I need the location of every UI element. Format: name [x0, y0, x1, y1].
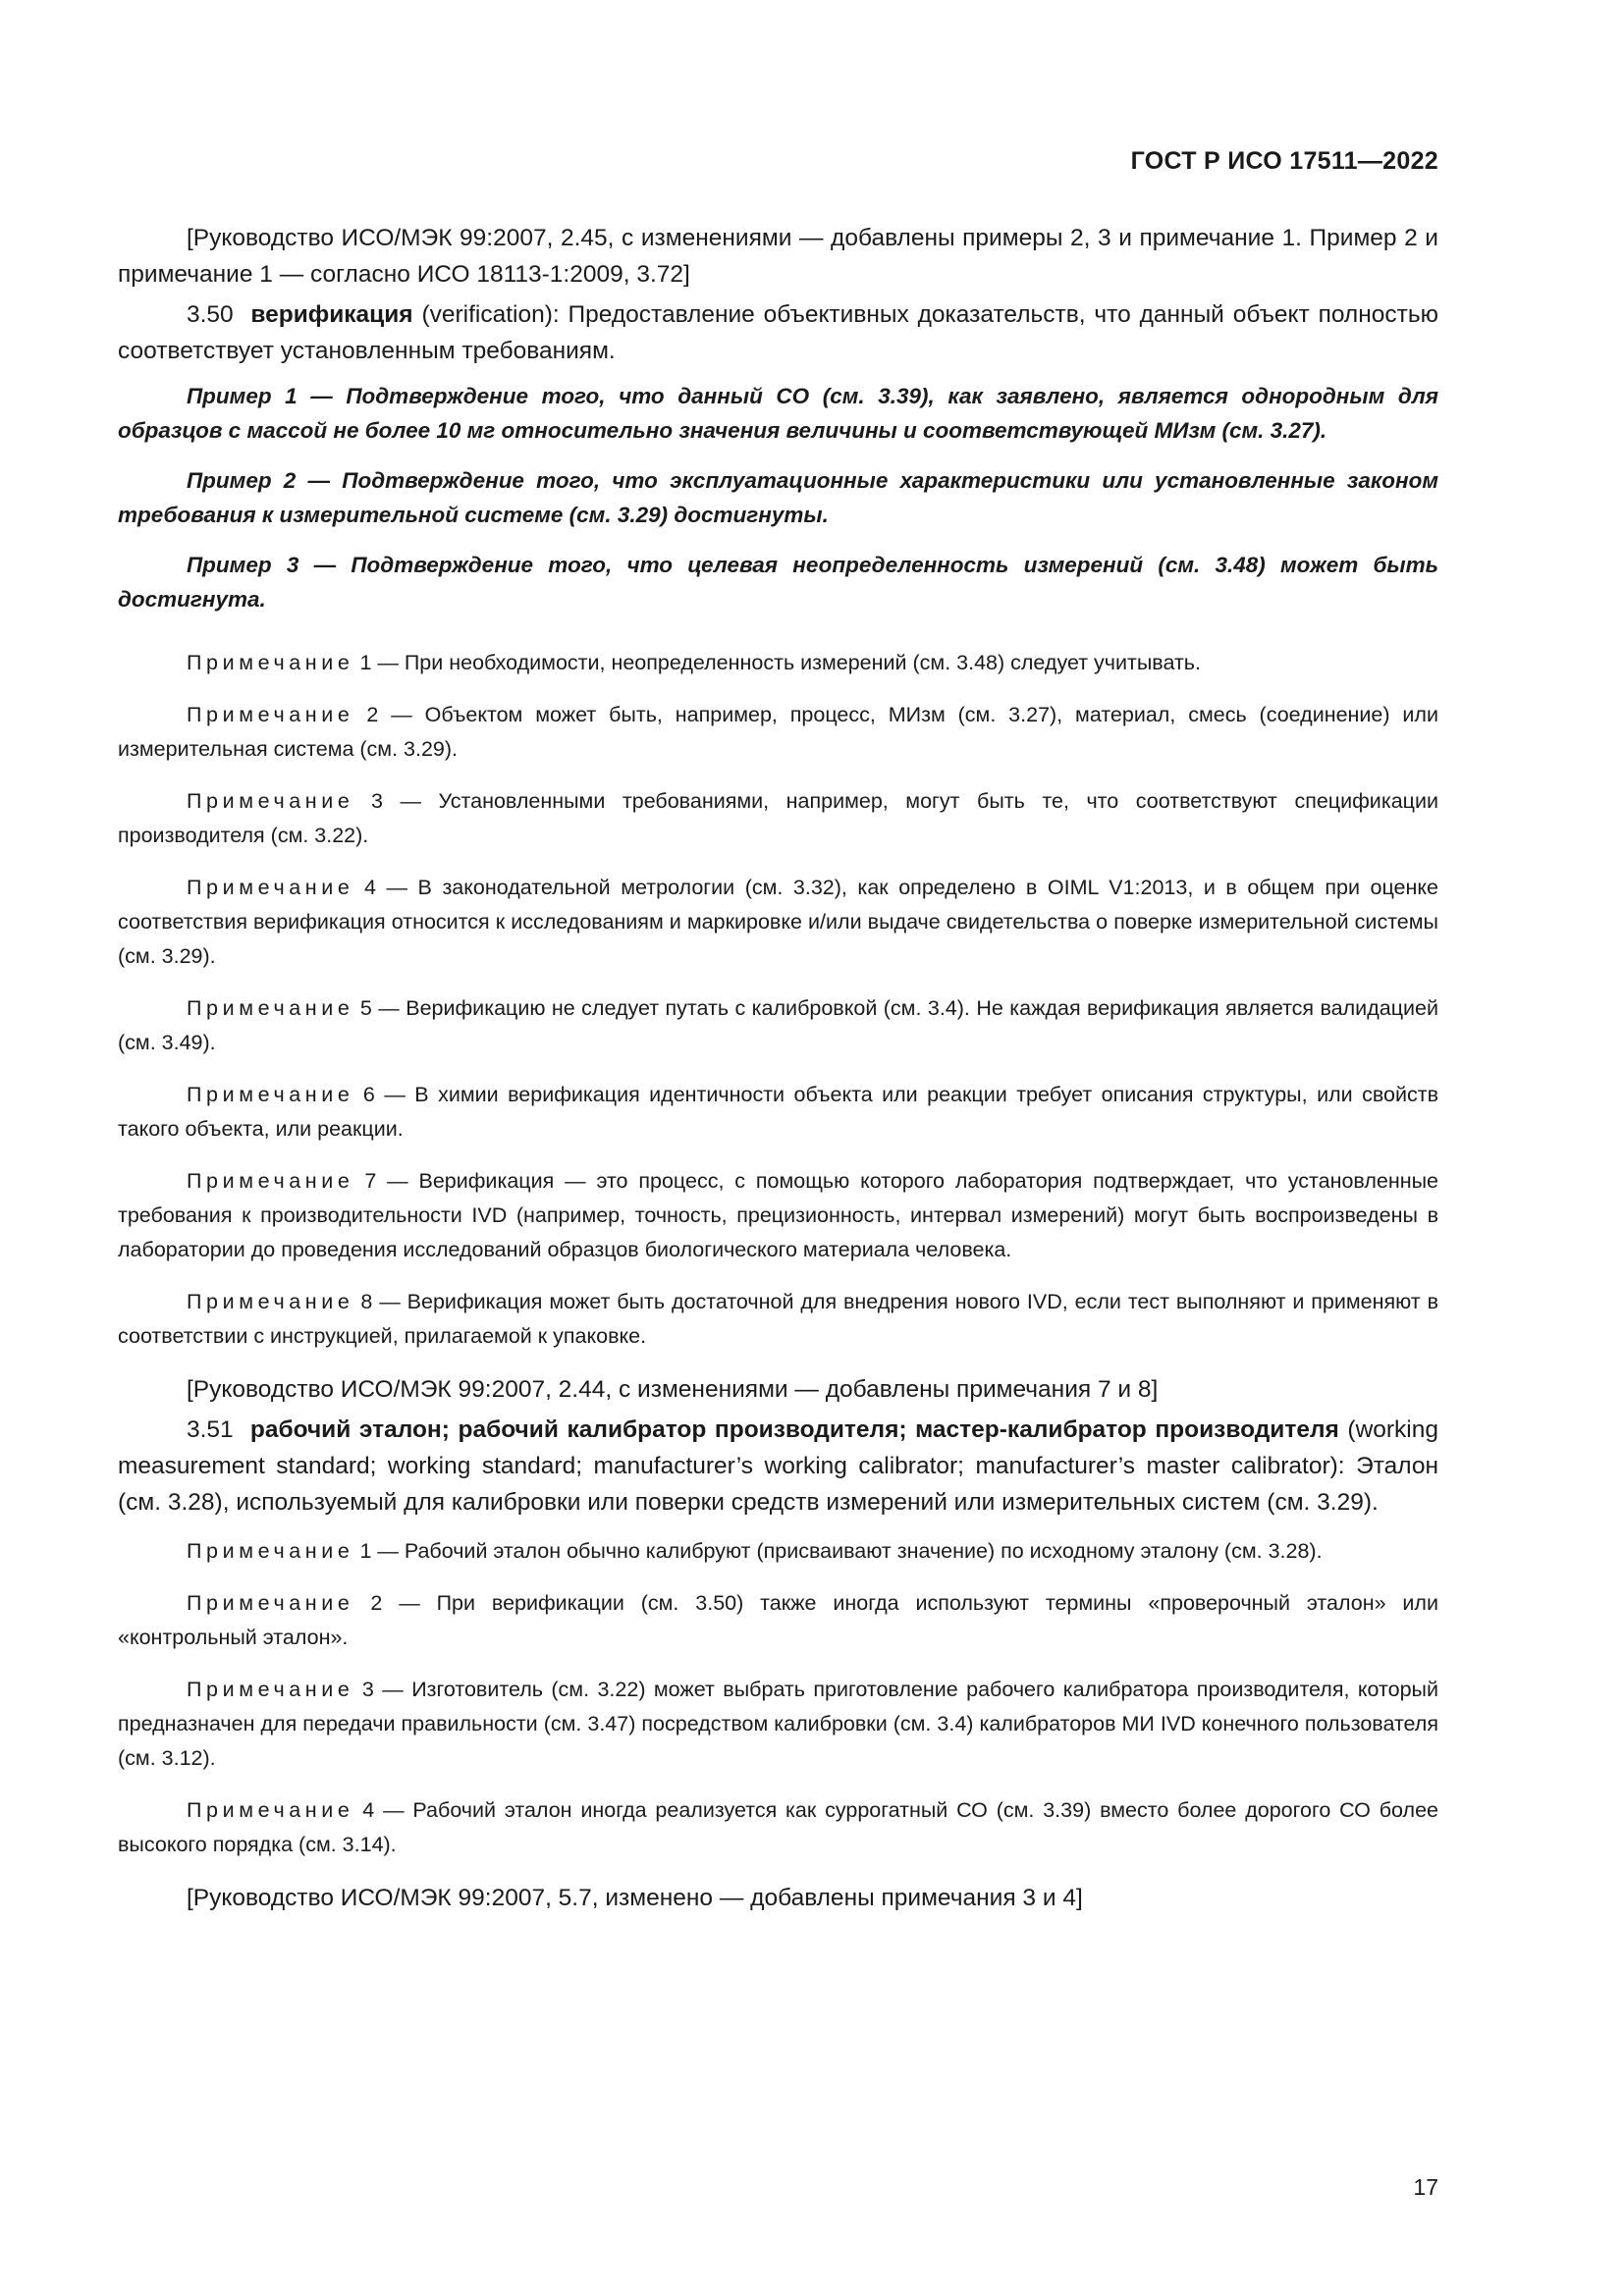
note-number: 1 — [359, 1539, 372, 1563]
note-label: Примечание — [187, 1591, 354, 1615]
note-label: Примечание — [187, 789, 354, 813]
note-label: Примечание — [187, 703, 354, 726]
reference-paragraph: [Руководство ИСО/МЭК 99:2007, 2.44, с изменениями — добавлены примечания 7 и 8] — [187, 1376, 1159, 1403]
definition-text: (working measurement standard; working standard; manufacturer’s working calibrator; manufacturer’s master calibrator): Эталон (см. 3.28), используемый для калибровки или поверки средств измерений или измерительных систем (см. 3.29). — [118, 1416, 1438, 1516]
reference-paragraph: [Руководство ИСО/МЭК 99:2007, 5.7, изменено — добавлены примечания 3 и 4] — [187, 1885, 1083, 1911]
note-number: 7 — [364, 1169, 377, 1193]
term-name: верификация — [250, 301, 413, 328]
note-number: 3 — [371, 789, 383, 813]
note-3-50-5 — [118, 991, 1438, 1060]
note-text: — Рабочий эталон обычно калибруют (присваивают значение) по исходному эталону (см. 3.28). — [371, 1539, 1323, 1563]
example-3: Пример 3 — Подтверждение того, что целевая неопределенность измерений (см. 3.48) может быть достигнута. — [118, 553, 1438, 612]
note-number: 1 — [359, 651, 372, 674]
reference-paragraph: [Руководство ИСО/МЭК 99:2007, 2.45, с изменениями — добавлены примеры 2, 3 и примечание 1. Пример 2 и примечание 1 — согласно ИСО 18113-1:2009, 3.72] — [118, 225, 1438, 288]
note-3-51-2 — [118, 1586, 1438, 1655]
definition-3-50 — [118, 296, 1438, 369]
note-number: 2 — [366, 703, 379, 726]
note-3-51-1 — [118, 1534, 1438, 1569]
note-text: — Верификацию не следует путать с калибровкой (см. 3.4). Не каждая верификация является валидацией (см. 3.49). — [118, 996, 1438, 1054]
term-name: рабочий эталон; рабочий калибратор производителя; мастер-калибратор производителя — [249, 1416, 1339, 1443]
note-text: — Рабочий эталон иногда реализуется как суррогатный СО (см. 3.39) вместо более дорогого СО более высокого порядка (см. 3.14). — [118, 1798, 1438, 1856]
note-number: 5 — [359, 996, 372, 1020]
note-3-50-4 — [118, 871, 1438, 974]
note-3-50-3 — [118, 784, 1438, 853]
note-label: Примечание — [187, 1290, 354, 1313]
document-header: ГОСТ Р ИСО 17511—2022 — [1130, 147, 1438, 175]
note-3-50-6 — [118, 1078, 1438, 1147]
note-3-50-1 — [118, 646, 1438, 680]
definition-text: (verification): Предоставление объективных доказательств, что данный объект полностью соответствует установленным требованиям. — [118, 301, 1438, 364]
note-text: — Изготовитель (см. 3.22) может выбрать приготовление рабочего калибратора производителя, который предназначен для передачи правильности (см. 3.47) посредством калибровки (см. 3.4) калибраторов МИ IVD конечного пользователя (см. 3.12). — [118, 1678, 1438, 1770]
note-label: Примечание — [187, 1678, 354, 1701]
page-content — [118, 220, 1438, 1926]
note-label: Примечание — [187, 996, 354, 1020]
note-label: Примечание — [187, 1539, 354, 1563]
note-text: — В законодательной метрологии (см. 3.32), как определено в OIML V1:2013, и в общем при оценке соответствия верификация относится к исследованиям и маркировке и/или выдаче свидетельства о поверке измерительной системы (см. 3.29). — [118, 876, 1438, 968]
note-3-50-8 — [118, 1285, 1438, 1354]
note-number: 4 — [364, 876, 376, 899]
note-3-50-7 — [118, 1164, 1438, 1267]
example-1: Пример 1 — Подтверждение того, что данный СО (см. 3.39), как заявлено, является однородным для образцов с массой не более 10 мг относительно значения величины и соответствующей МИзм (см. 3.27). — [118, 384, 1438, 443]
note-number: 2 — [370, 1591, 383, 1615]
note-text: — Установленными требованиями, например, могут быть те, что соответствуют спецификации производителя (см. 3.22). — [118, 789, 1438, 847]
note-number: 6 — [362, 1083, 375, 1106]
note-label: Примечание — [187, 1798, 354, 1822]
term-number: 3.51 — [187, 1416, 234, 1443]
note-text: — В химии верификация идентичности объекта или реакции требует описания структуры, или свойств такого объекта, или реакции. — [118, 1083, 1439, 1141]
note-label: Примечание — [187, 1083, 354, 1106]
note-number: 4 — [362, 1798, 375, 1822]
note-3-50-2 — [118, 698, 1438, 767]
note-text: — При необходимости, неопределенность измерений (см. 3.48) следует учитывать. — [371, 651, 1201, 674]
note-label: Примечание — [187, 1169, 354, 1193]
note-number: 3 — [361, 1678, 374, 1701]
example-2: Пример 2 — Подтверждение того, что эксплуатационные характеристики или установленные законом требования к измерительной системе (см. 3.29) достигнуты. — [118, 468, 1438, 527]
note-text: — При верификации (см. 3.50) также иногда используют термины «проверочный эталон» или «контрольный эталон». — [118, 1591, 1438, 1649]
note-label: Примечание — [187, 876, 354, 899]
term-number: 3.50 — [187, 301, 234, 328]
note-number: 8 — [360, 1290, 373, 1313]
note-3-51-4 — [118, 1793, 1438, 1862]
definition-3-51 — [118, 1412, 1438, 1521]
page-number: 17 — [1413, 2174, 1438, 2200]
note-text: — Объектом может быть, например, процесс, МИзм (см. 3.27), материал, смесь (соединение) или измерительная система (см. 3.29). — [118, 703, 1438, 761]
note-text: — Верификация может быть достаточной для внедрения нового IVD, если тест выполняют и применяют в соответствии с инструкцией, прилагаемой к упаковке. — [118, 1290, 1438, 1348]
note-text: — Верификация — это процесс, с помощью которого лаборатория подтверждает, что установленные требования к производительности IVD (например, точность, прецизионность, интервал измерений) могут быть воспроизведены в лаборатории до проведения исследований образцов биологического материала человека. — [118, 1169, 1438, 1261]
document-page — [118, 0, 1438, 2296]
note-label: Примечание — [187, 651, 354, 674]
note-3-51-3 — [118, 1673, 1438, 1776]
